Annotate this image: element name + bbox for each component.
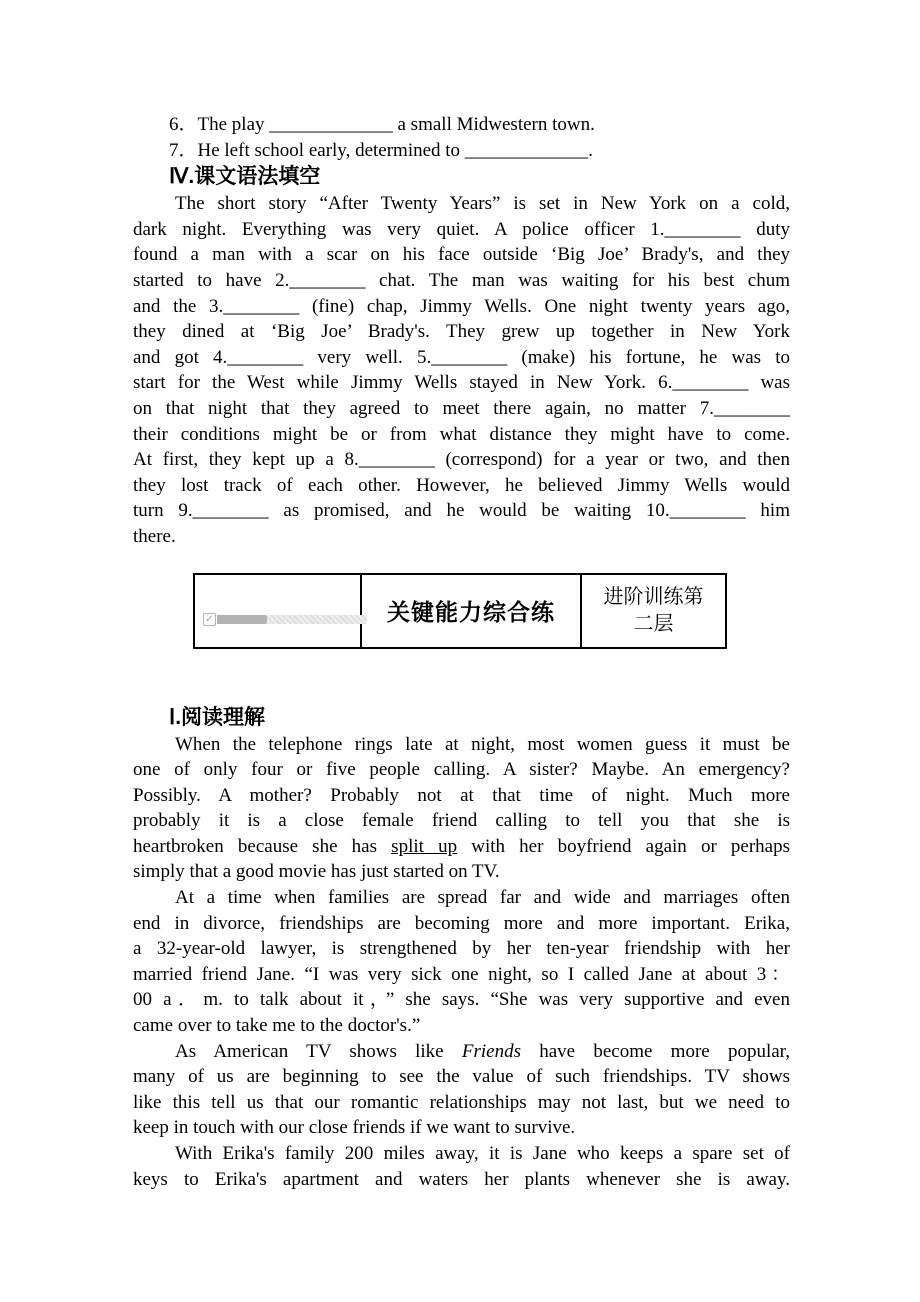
text-line: heartbroken because she has split up with her boyfriend again or perhaps [133,835,790,857]
text-line: one of only four or five people calling. A sister? Maybe. An emergency? [133,759,790,781]
text-line: probably it is a close female friend calling to tell you that she is [133,810,790,832]
reading-paragraph-3 [133,1039,790,1141]
banner-center-title [362,575,582,647]
grammar-passage [133,191,790,549]
text-line: 00 a．m. to talk about it，” she says. “She was very supportive and even [133,989,790,1011]
exercise-item-7: 7．He left school early, determined to _____________. [169,139,594,161]
text-line: At first, they kept up a 8.________ (correspond) for a year or two, and then [133,449,790,471]
text-line: found a man with a scar on his face outside ‘Big Joe’ Brady's, and they [133,244,790,266]
section-heading-reading: Ⅰ.阅读理解 [169,705,266,729]
text-line: Possibly. A mother? Probably not at that time of night. Much more [133,784,790,806]
section-heading-grammar-fill: Ⅳ.课文语法填空 [169,165,321,189]
text-line: there. [133,525,176,547]
exercise-item-6: 6．The play _____________ a small Midwestern town. [169,114,595,135]
text-line: on that night that they agreed to meet there again, no matter 7.________ [133,397,790,419]
text-line: many of us are beginning to see the value of such friendships. TV shows [133,1066,790,1088]
text-line: started to have 2.________ chat. The man was waiting for his best chum [133,269,790,291]
text-line: like this tell us that our romantic relationships may not last, but we need to [133,1091,790,1113]
watermark-bar-dark [217,615,267,624]
text-line: a 32-year-old lawyer, is strengthened by her ten-year friendship with her [133,938,790,960]
text-line: turn 9.________ as promised, and he would be waiting 10.________ him [133,500,790,522]
text-line: they lost track of each other. However, he believed Jimmy Wells would [133,474,790,496]
text-line: At a time when families are spread far and wide and marriages often [175,887,790,909]
text-line: and the 3.________ (fine) chap, Jimmy Wells. One night twenty years ago, [133,295,790,317]
banner-level-line2: 二层 [633,612,674,635]
reading-paragraph-1 [133,732,790,886]
banner-center-title-text: 关键能力综合练 [387,599,555,625]
watermark [203,613,367,626]
text-line: With Erika's family 200 miles away, it is Jane who keeps a spare set of [175,1143,790,1164]
text-line: married friend Jane. “I was very sick one night, so I called Jane at about 3： [133,963,790,985]
text-line: When the telephone rings late at night, most women guess it must be [175,733,790,755]
text-line: start for the West while Jimmy Wells stayed in New York. 6.________ was [133,372,790,394]
banner-level-label [582,575,725,647]
text-line: they dined at ‘Big Joe’ Brady's. They grew up together in New York [133,321,790,343]
text-line: dark night. Everything was very quiet. A police officer 1.________ duty [133,218,790,240]
watermark-bar-light [267,615,367,624]
text-line: keys to Erika's apartment and waters her plants whenever she is away. [133,1168,790,1190]
text-line: As American TV shows like Friends have become more popular, [175,1040,790,1062]
text-line: and got 4.________ very well. 5.________ (make) his fortune, he was to [133,346,790,368]
text-line: end in divorce, friendships are becoming more and more important. Erika, [133,912,790,934]
text-line: The short story “After Twenty Years” is set in New York on a cold, [175,193,790,215]
text-line: their conditions might be or from what distance they might have to come. [133,423,790,445]
text-line: simply that a good movie has just started on TV. [133,861,500,883]
text-line: keep in touch with our close friends if we want to survive. [133,1117,576,1139]
banner-watermark-cell [195,575,362,647]
reading-paragraph-2 [133,885,790,1039]
check-watermark-icon: ✓ [203,613,216,626]
text-line: came over to take me to the doctor's.” [133,1015,421,1037]
reading-paragraph-4 [133,1141,790,1192]
section-banner-table [193,573,727,649]
banner-level-line1: 进阶训练第 [603,585,704,608]
